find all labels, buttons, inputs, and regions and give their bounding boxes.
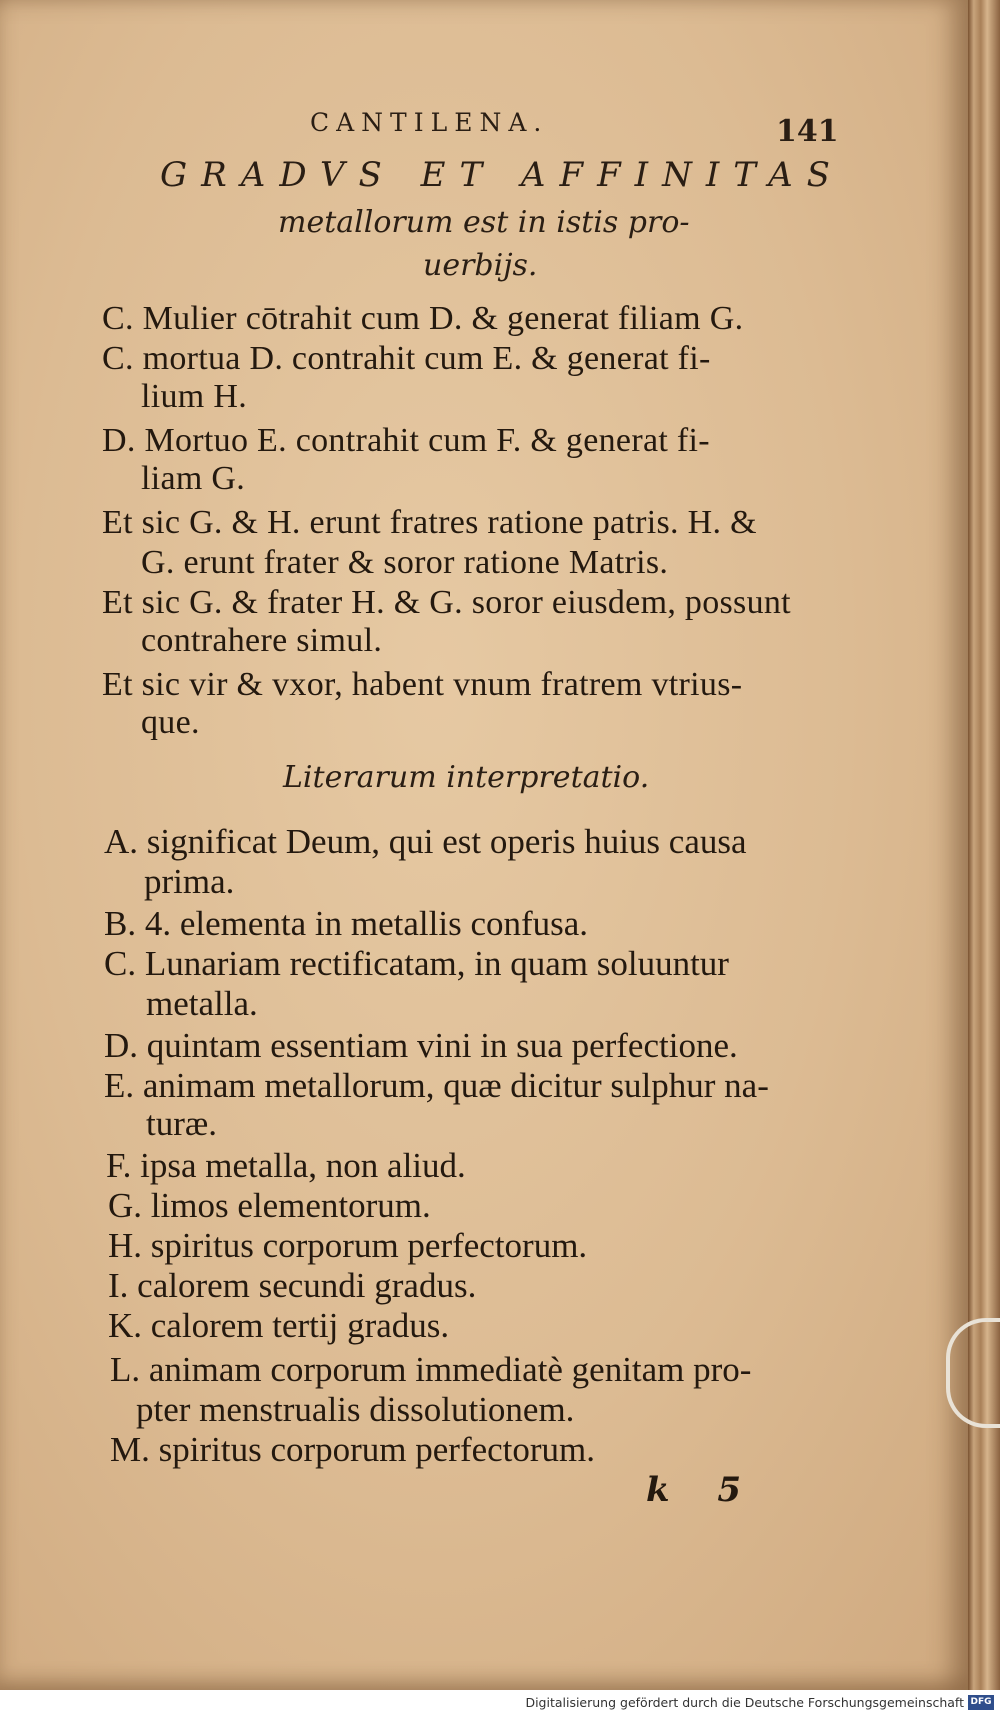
page-number: 141 [776,114,839,149]
page-edge [968,0,1000,1690]
interpretation-line: pter menstrualis dissolutionem. [136,1390,575,1429]
interpretation-line: turæ. [146,1104,217,1143]
proverb-line: lium H. [141,378,247,415]
section-title: Literarum interpretatio. [283,760,650,795]
interpretation-line: F. ipsa metalla, non aliud. [106,1146,466,1185]
interpretation-line: I. calorem secundi gradus. [108,1266,477,1305]
interpretation-line: metalla. [146,984,258,1023]
title-subline-end: uerbijs. [423,248,538,283]
interpretation-line: M. spiritus corporum perfectorum. [110,1430,596,1469]
proverb-line: que. [141,704,200,741]
page-tab-marker [946,1318,1000,1428]
interpretation-line: D. quintam essentiam vini in sua perfectione. [104,1026,738,1065]
interpretation-line: prima. [144,862,235,901]
proverb-line: D. Mortuo E. contrahit cum F. & generat fi- [102,422,710,459]
proverb-line: C. mortua D. contrahit cum E. & generat fi- [102,340,711,377]
proverb-line: Et sic vir & vxor, habent vnum fratrem vtrius- [102,666,743,703]
interpretation-line: L. animam corporum immediatè genitam pro- [110,1350,752,1389]
interpretation-line: C. Lunariam rectificatam, in quam soluuntur [104,944,729,983]
proverb-line: contrahere simul. [141,622,383,659]
running-head: CANTILENA. [310,108,549,137]
title-heading: GRADVS ET AFFINITAS [160,155,844,195]
proverb-line: Et sic G. & frater H. & G. soror eiusdem, possunt [102,584,791,621]
interpretation-line: B. 4. elementa in metallis confusa. [104,904,589,943]
proverb-line: C. Mulier cōtrahit cum D. & generat filiam G. [102,300,744,337]
interpretation-line: G. limos elementorum. [108,1186,431,1225]
catchword-signature: k 5 [646,1470,760,1510]
dfg-logo: DFG [968,1695,994,1710]
interpretation-line: A. significat Deum, qui est operis huius causa [104,822,747,861]
interpretation-line: E. animam metallorum, quæ dicitur sulphur na- [104,1066,769,1105]
title-subline: metallorum est in istis pro- [278,205,690,240]
proverb-line: Et sic G. & H. erunt fratres ratione patris. H. & [102,504,757,541]
footer-credit: Digitalisierung gefördert durch die Deutsche Forschungsgemeinschaft [525,1695,964,1710]
proverb-line: G. erunt frater & soror ratione Matris. [141,544,669,581]
interpretation-line: H. spiritus corporum perfectorum. [108,1226,588,1265]
interpretation-line: K. calorem tertij gradus. [108,1306,450,1345]
footer-bar [0,1690,1000,1717]
proverb-line: liam G. [141,460,246,497]
